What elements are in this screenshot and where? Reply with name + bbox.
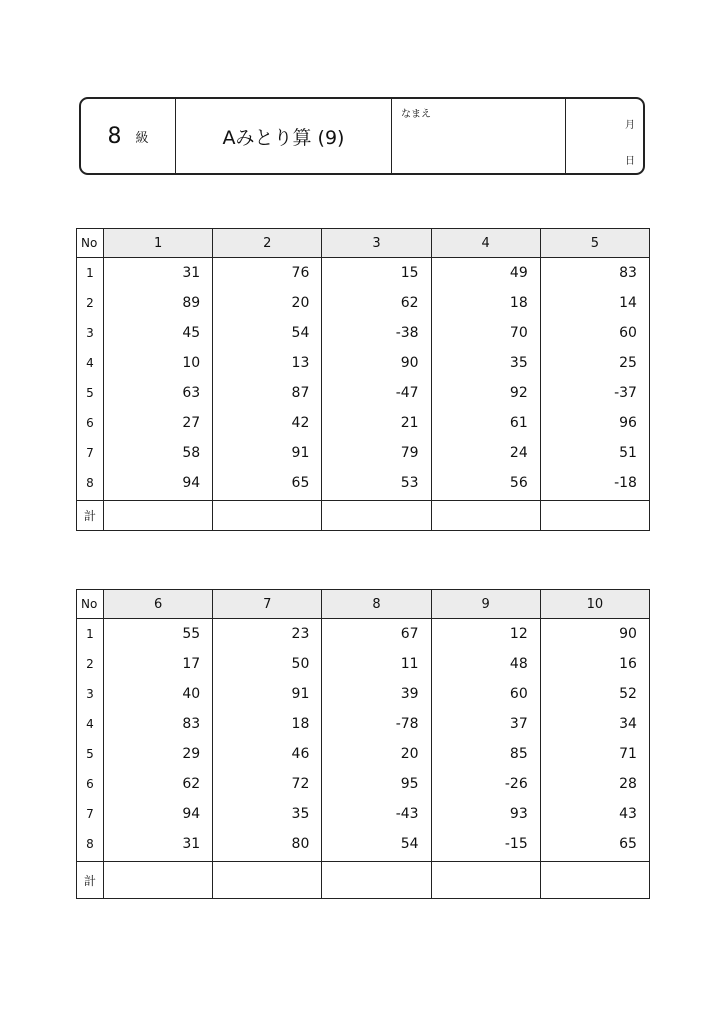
- number-cell: 96: [540, 408, 649, 438]
- column-header: 1: [104, 229, 213, 258]
- grade-number: 8: [107, 123, 122, 149]
- number-cell: 42: [213, 408, 322, 438]
- number-cell: 94: [104, 799, 213, 829]
- row-number: 2: [77, 649, 104, 679]
- number-cell: -38: [322, 318, 431, 348]
- total-label: 計: [77, 501, 104, 531]
- no-header: No: [77, 229, 104, 258]
- table-row: [77, 739, 650, 769]
- number-cell: 90: [322, 348, 431, 378]
- row-number: 6: [77, 769, 104, 799]
- number-cell: 79: [322, 438, 431, 468]
- total-answer-cell[interactable]: [104, 501, 213, 531]
- column-header: 5: [540, 229, 649, 258]
- number-cell: 67: [322, 619, 431, 650]
- total-answer-cell[interactable]: [540, 501, 649, 531]
- total-row: [77, 862, 650, 899]
- number-cell: 35: [213, 799, 322, 829]
- total-answer-cell[interactable]: [322, 501, 431, 531]
- row-number: 8: [77, 829, 104, 862]
- total-answer-cell[interactable]: [104, 862, 213, 899]
- number-cell: 89: [104, 288, 213, 318]
- total-row: [77, 501, 650, 531]
- number-cell: 60: [540, 318, 649, 348]
- number-cell: 83: [540, 258, 649, 289]
- number-cell: 49: [431, 258, 540, 289]
- number-cell: 10: [104, 348, 213, 378]
- number-cell: 90: [540, 619, 649, 650]
- number-cell: 76: [213, 258, 322, 289]
- row-number: 8: [77, 468, 104, 501]
- number-cell: 13: [213, 348, 322, 378]
- number-cell: 56: [431, 468, 540, 501]
- problem-table-2: [76, 589, 650, 899]
- number-cell: 29: [104, 739, 213, 769]
- total-answer-cell[interactable]: [431, 501, 540, 531]
- table-row: [77, 408, 650, 438]
- number-cell: -26: [431, 769, 540, 799]
- number-cell: 87: [213, 378, 322, 408]
- number-cell: 20: [322, 739, 431, 769]
- total-answer-cell[interactable]: [322, 862, 431, 899]
- number-cell: 27: [104, 408, 213, 438]
- column-header: 8: [322, 590, 431, 619]
- number-cell: 62: [322, 288, 431, 318]
- table-header-row: [77, 590, 650, 619]
- table-row: [77, 468, 650, 501]
- row-number: 3: [77, 318, 104, 348]
- number-cell: 35: [431, 348, 540, 378]
- number-cell: 31: [104, 258, 213, 289]
- table-row: [77, 679, 650, 709]
- grade-cell: [81, 99, 175, 173]
- table-row: [77, 769, 650, 799]
- worksheet-header: [79, 97, 645, 175]
- number-cell: 60: [431, 679, 540, 709]
- table-header-row: [77, 229, 650, 258]
- number-cell: 93: [431, 799, 540, 829]
- total-answer-cell[interactable]: [213, 862, 322, 899]
- name-cell[interactable]: [391, 99, 565, 173]
- column-header: 6: [104, 590, 213, 619]
- number-cell: 51: [540, 438, 649, 468]
- number-cell: 39: [322, 679, 431, 709]
- row-number: 5: [77, 739, 104, 769]
- number-cell: 20: [213, 288, 322, 318]
- number-cell: -78: [322, 709, 431, 739]
- no-header: No: [77, 590, 104, 619]
- day-label: 日: [625, 156, 635, 167]
- number-cell: 72: [213, 769, 322, 799]
- number-cell: 53: [322, 468, 431, 501]
- row-number: 7: [77, 799, 104, 829]
- number-cell: -37: [540, 378, 649, 408]
- number-cell: 28: [540, 769, 649, 799]
- number-cell: 23: [213, 619, 322, 650]
- number-cell: 62: [104, 769, 213, 799]
- table-row: [77, 348, 650, 378]
- column-header: 3: [322, 229, 431, 258]
- number-cell: 34: [540, 709, 649, 739]
- number-cell: 61: [431, 408, 540, 438]
- table-row: [77, 709, 650, 739]
- column-header: 4: [431, 229, 540, 258]
- row-number: 7: [77, 438, 104, 468]
- number-cell: 24: [431, 438, 540, 468]
- table-row: [77, 318, 650, 348]
- number-cell: -15: [431, 829, 540, 862]
- table-row: [77, 438, 650, 468]
- grade-unit: 級: [135, 130, 149, 146]
- number-cell: 52: [540, 679, 649, 709]
- number-cell: 43: [540, 799, 649, 829]
- number-cell: 15: [322, 258, 431, 289]
- number-cell: 91: [213, 438, 322, 468]
- row-number: 4: [77, 348, 104, 378]
- number-cell: 95: [322, 769, 431, 799]
- table-row: [77, 378, 650, 408]
- month-label: 月: [625, 120, 635, 131]
- table-row: [77, 649, 650, 679]
- number-cell: 58: [104, 438, 213, 468]
- title-cell: [175, 99, 391, 173]
- number-cell: 65: [213, 468, 322, 501]
- table-row: [77, 829, 650, 862]
- number-cell: 54: [322, 829, 431, 862]
- table-row: [77, 799, 650, 829]
- total-answer-cell[interactable]: [540, 862, 649, 899]
- number-cell: 37: [431, 709, 540, 739]
- table-row: [77, 619, 650, 650]
- row-number: 1: [77, 619, 104, 650]
- number-cell: 14: [540, 288, 649, 318]
- number-cell: 65: [540, 829, 649, 862]
- row-number: 4: [77, 709, 104, 739]
- total-label: 計: [77, 862, 104, 899]
- number-cell: 50: [213, 649, 322, 679]
- number-cell: 94: [104, 468, 213, 501]
- number-cell: 80: [213, 829, 322, 862]
- row-number: 6: [77, 408, 104, 438]
- column-header: 2: [213, 229, 322, 258]
- number-cell: 55: [104, 619, 213, 650]
- number-cell: 85: [431, 739, 540, 769]
- number-cell: -47: [322, 378, 431, 408]
- number-cell: 11: [322, 649, 431, 679]
- number-cell: 25: [540, 348, 649, 378]
- number-cell: 70: [431, 318, 540, 348]
- number-cell: 40: [104, 679, 213, 709]
- name-label: なまえ: [401, 109, 431, 120]
- number-cell: 21: [322, 408, 431, 438]
- number-cell: 45: [104, 318, 213, 348]
- total-answer-cell[interactable]: [431, 862, 540, 899]
- number-cell: 18: [213, 709, 322, 739]
- number-cell: -43: [322, 799, 431, 829]
- number-cell: -18: [540, 468, 649, 501]
- row-number: 2: [77, 288, 104, 318]
- column-header: 9: [431, 590, 540, 619]
- worksheet-title: Aみとり算 (9): [222, 126, 345, 149]
- table-row: [77, 258, 650, 289]
- column-header: 7: [213, 590, 322, 619]
- number-cell: 48: [431, 649, 540, 679]
- number-cell: 63: [104, 378, 213, 408]
- total-answer-cell[interactable]: [213, 501, 322, 531]
- number-cell: 16: [540, 649, 649, 679]
- row-number: 5: [77, 378, 104, 408]
- number-cell: 83: [104, 709, 213, 739]
- date-cell[interactable]: [565, 99, 643, 173]
- number-cell: 54: [213, 318, 322, 348]
- number-cell: 17: [104, 649, 213, 679]
- number-cell: 46: [213, 739, 322, 769]
- row-number: 3: [77, 679, 104, 709]
- number-cell: 91: [213, 679, 322, 709]
- problem-table-1: [76, 228, 650, 531]
- column-header: 10: [540, 590, 649, 619]
- number-cell: 18: [431, 288, 540, 318]
- number-cell: 92: [431, 378, 540, 408]
- table-row: [77, 288, 650, 318]
- number-cell: 31: [104, 829, 213, 862]
- number-cell: 12: [431, 619, 540, 650]
- row-number: 1: [77, 258, 104, 289]
- number-cell: 71: [540, 739, 649, 769]
